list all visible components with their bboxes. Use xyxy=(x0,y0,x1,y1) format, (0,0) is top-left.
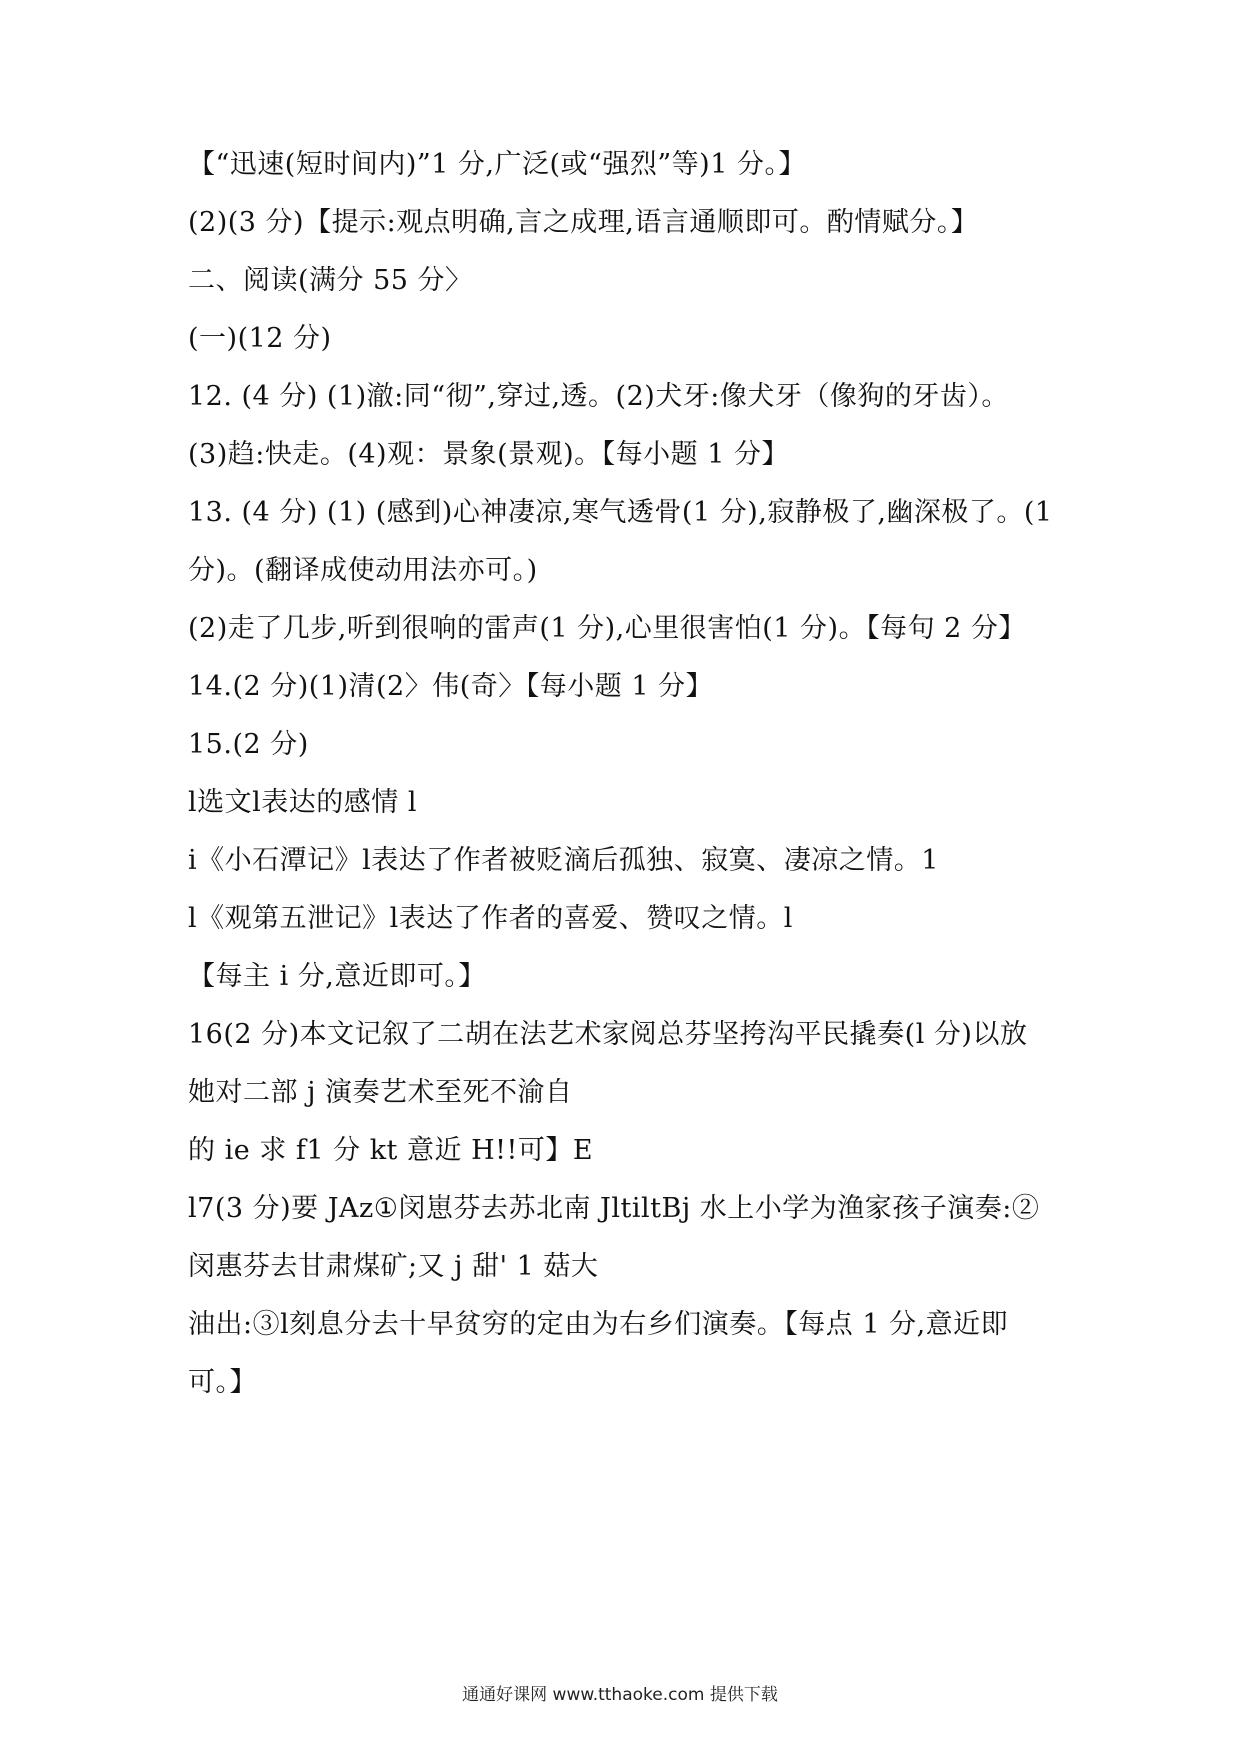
answer-line-16-cont: 她对二部 j 演奏艺术至死不渝自 xyxy=(188,1077,573,1108)
section-heading-reading: 二、阅读(满分 55 分〉 xyxy=(188,265,473,296)
answer-line-13-cont: 分)。(翻译成使动用法亦可。) xyxy=(188,555,538,586)
answer-line-12: 12. (4 分) (1)澈:同“彻”,穿过,透。(2)犬牙:像犬牙（像狗的牙齿）。 xyxy=(188,381,1009,412)
answer-line-15-note: 【每主 i 分,意近即可。】 xyxy=(188,961,486,992)
answer-line-16-cont-2: 的 ie 求 f1 分 kt 意近 H!!可】E xyxy=(188,1135,594,1166)
answer-line-14: 14.(2 分)(1)清(2〉伟(奇〉【每小题 1 分】 xyxy=(188,671,714,702)
answer-line-17-cont: 闵惠芬去甘肃煤矿;又 j 甜' 1 菇大 xyxy=(188,1251,599,1282)
answer-line-12-cont: (3)趋:快走。(4)观：景象(景观)。【每小题 1 分】 xyxy=(188,439,789,470)
answer-line-16: 16(2 分)本文记叙了二胡在法艺术家阅总芬坚挎沟平民撬奏(l 分)以放 xyxy=(188,1019,1028,1050)
answer-line-13: 13. (4 分) (1) (感到)心神凄凉,寒气透骨(1 分),寂静极了,幽深极了。(1 xyxy=(188,497,1053,528)
answer-line-15: 15.(2 分) xyxy=(188,729,309,760)
answer-line-17-end: 可。】 xyxy=(188,1367,257,1398)
table-header-line: l选文l表达的感情 l xyxy=(188,787,417,818)
table-row-line-1: i《小石潭记》l表达了作者被贬滴后孤独、寂寞、凄凉之情。1 xyxy=(188,845,939,876)
answer-line-1: 【“迅速(短时间内)”1 分,广泛(或“强烈”等)1 分。】 xyxy=(188,149,806,180)
page-footer: 通通好课网 www.tthaoke.com 提供下载 xyxy=(462,1685,778,1705)
answer-line-13-2: (2)走了几步,听到很响的雷声(1 分),心里很害怕(1 分)。【每句 2 分】 xyxy=(188,613,1026,644)
subsection-heading: (一)(12 分) xyxy=(188,323,332,354)
answer-line-17-cont-2: 油出:③l刻息分去十早贫穷的定由为右乡们演奏。【每点 1 分,意近即 xyxy=(188,1309,1009,1340)
answer-line-2: (2)(3 分)【提示:观点明确,言之成理,语言通顺即可。酌情赋分。】 xyxy=(188,207,979,238)
table-row-line-2: l《观第五泄记》l表达了作者的喜爱、赞叹之情。l xyxy=(188,903,793,934)
answer-line-17: l7(3 分)要 JAz①闵崽芬去苏北南 JltiltBj 水上小学为渔家孩子演奏:② xyxy=(188,1193,1040,1224)
